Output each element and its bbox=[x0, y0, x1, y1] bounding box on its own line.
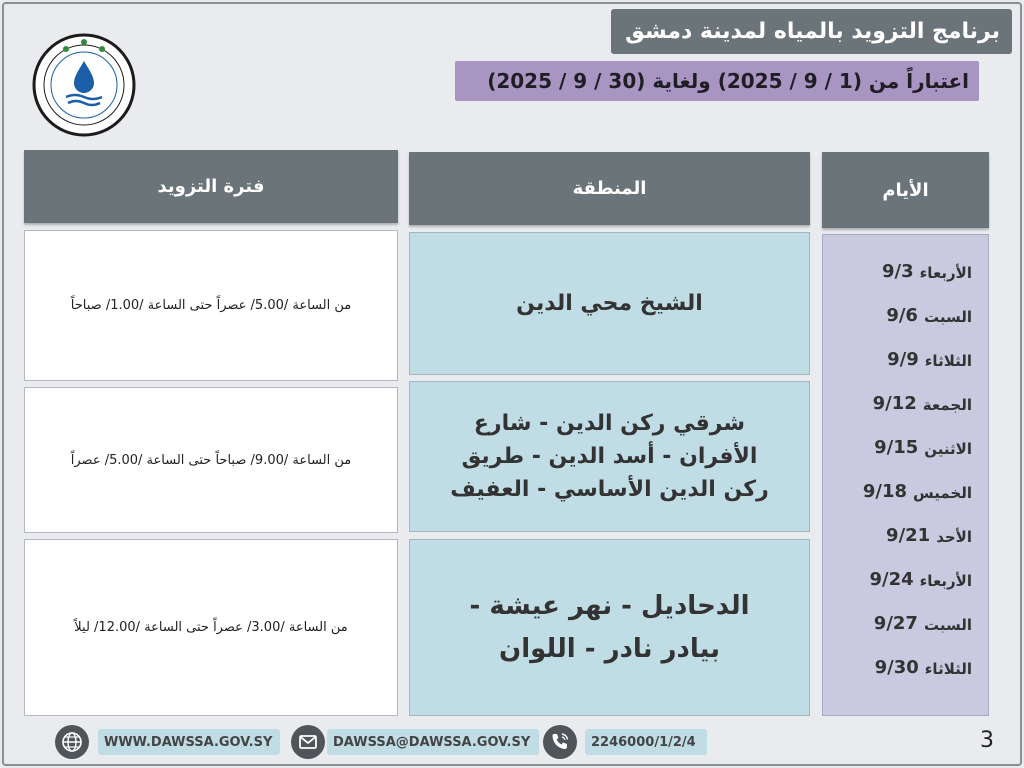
website-link[interactable] bbox=[98, 729, 280, 755]
day-date: 9/18 bbox=[862, 481, 908, 502]
day-date: 9/12 bbox=[872, 393, 917, 414]
day-date: 9/21 bbox=[886, 525, 931, 546]
column-header-label: فترة التزويد bbox=[157, 176, 265, 197]
list-item bbox=[823, 657, 972, 701]
supply-period-cell bbox=[24, 387, 398, 533]
date-range-text: اعتباراً من (1 / 9 / 2025) ولغاية (30 / 9 / 2025) bbox=[487, 69, 969, 93]
day-date: 9/27 bbox=[873, 613, 918, 634]
list-item bbox=[823, 393, 972, 437]
phone-number[interactable] bbox=[585, 729, 707, 755]
day-date: 9/6 bbox=[886, 305, 918, 326]
list-item bbox=[823, 481, 972, 525]
supply-period-cell bbox=[24, 539, 398, 716]
day-date: 9/30 bbox=[874, 657, 919, 678]
mail-icon[interactable] bbox=[291, 725, 325, 759]
area-text: شرقي ركن الدين - شارع الأفران - أسد الدين - طريق ركن الدين الأساسي - العفيف bbox=[450, 411, 769, 502]
supply-period-text: من الساعة /3.00/ عصراً حتى الساعة /12.00/ ليلاً bbox=[74, 620, 348, 635]
list-item bbox=[823, 613, 972, 657]
phone-text: 2246000/1/2/4 bbox=[591, 734, 696, 750]
list-item bbox=[823, 305, 972, 349]
phone-icon[interactable] bbox=[543, 725, 577, 759]
page-title-text: برنامج التزويد بالمياه لمدينة دمشق bbox=[625, 19, 1000, 44]
day-date: 9/15 bbox=[874, 437, 919, 458]
list-item bbox=[823, 437, 972, 481]
days-list bbox=[822, 234, 989, 716]
supply-period-cell bbox=[24, 230, 398, 381]
day-name: الأربعاء bbox=[919, 572, 972, 590]
page-number: 3 bbox=[980, 728, 994, 753]
column-header-days bbox=[822, 152, 989, 228]
website-text: WWW.DAWSSA.GOV.SY bbox=[104, 734, 273, 750]
day-name: الثلاثاء bbox=[924, 352, 972, 370]
day-name: الأربعاء bbox=[919, 264, 972, 282]
list-item bbox=[823, 349, 972, 393]
column-header-area bbox=[409, 152, 810, 225]
list-item bbox=[823, 569, 972, 613]
day-name: الاثنين bbox=[924, 440, 972, 458]
day-date: 9/24 bbox=[869, 569, 914, 590]
column-header-label: الأيام bbox=[882, 179, 929, 201]
area-text: الدحاديل - نهر عيشة - بيادر نادر - اللوان bbox=[469, 590, 750, 664]
column-header-label: المنطقة bbox=[572, 178, 647, 199]
list-item bbox=[823, 261, 972, 305]
day-name: السبت bbox=[923, 308, 972, 326]
email-link[interactable] bbox=[327, 729, 539, 755]
area-cell bbox=[409, 232, 810, 375]
date-range bbox=[455, 61, 979, 101]
page-title bbox=[611, 9, 1012, 54]
supply-period-text: من الساعة /5.00/ عصراً حتى الساعة /1.00/ صباحاً bbox=[70, 298, 352, 313]
day-name: الخميس bbox=[913, 484, 972, 502]
day-date: 9/3 bbox=[882, 261, 914, 282]
area-cell bbox=[409, 539, 810, 716]
globe-icon-glyph bbox=[61, 731, 83, 753]
day-name: الأحد bbox=[936, 528, 972, 546]
supply-period-text: من الساعة /9.00/ صباحاً حتى الساعة /5.00/ عصراً bbox=[70, 452, 352, 468]
mail-icon-glyph bbox=[297, 731, 319, 753]
column-header-supply-period bbox=[24, 150, 398, 223]
phone-icon-glyph bbox=[549, 731, 571, 753]
list-item bbox=[823, 525, 972, 569]
day-name: الجمعة bbox=[922, 396, 972, 414]
organization-logo bbox=[32, 33, 136, 137]
email-text: DAWSSA@DAWSSA.GOV.SY bbox=[333, 734, 531, 750]
area-text: الشيخ محي الدين bbox=[516, 291, 703, 316]
globe-icon[interactable] bbox=[55, 725, 89, 759]
water-drop-logo-icon bbox=[32, 33, 136, 137]
day-date: 9/9 bbox=[887, 349, 919, 370]
day-name: السبت bbox=[923, 616, 972, 634]
day-name: الثلاثاء bbox=[924, 660, 972, 678]
area-cell bbox=[409, 381, 810, 532]
